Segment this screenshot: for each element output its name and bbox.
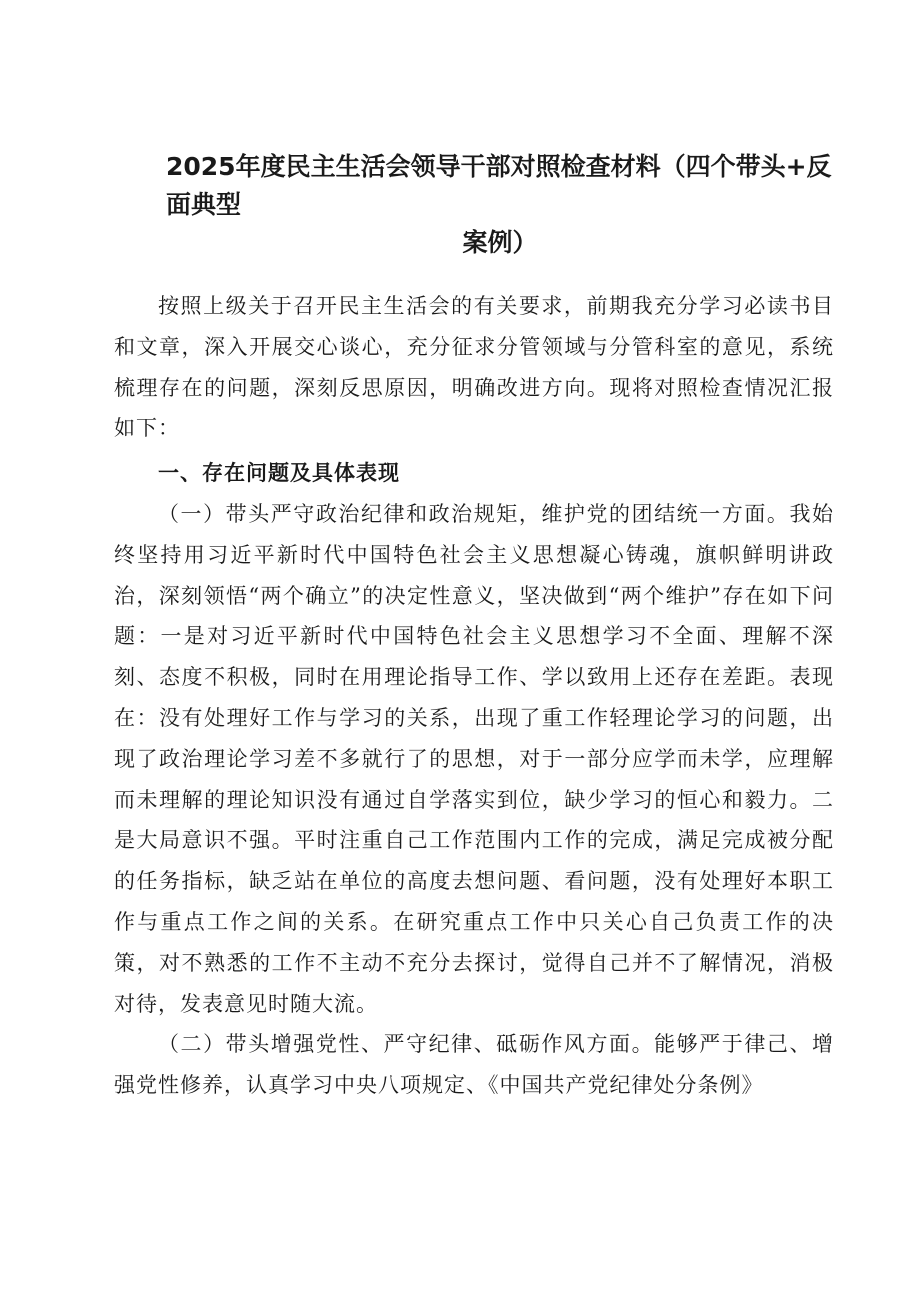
document-title — [120, 148, 840, 262]
subsection-2-paragraph: （二）带头增强党性、严守纪律、砥砺作风方面。能够严于律己、增强党性修养，认真学习中央八项规定、《中国共产党纪律处分条例》 — [114, 1032, 834, 1098]
title-line-1: 2025年度民主生活会领导干部对照检查材料（四个带头+反面典型 — [166, 152, 832, 219]
title-line-2: 案例） — [462, 228, 538, 257]
intro-paragraph: 按照上级关于召开民主生活会的有关要求，前期我充分学习必读书目和文章，深入开展交心谈心，充分征求分管领域与分管科室的意见，系统梳理存在的问题，深刻反思原因，明确改进方向。现将对照检查情况汇报如下： — [114, 294, 834, 441]
section-heading-1: 一、存在问题及具体表现 — [158, 461, 400, 486]
document-body — [114, 286, 834, 1106]
subsection-1-paragraph: （一）带头严守政治纪律和政治规矩，维护党的团结统一方面。我始终坚持用习近平新时代中国特色社会主义思想凝心铸魂，旗帜鲜明讲政治，深刻领悟“两个确立”的决定性意义，坚决做到“两个维护”存在如下问题：一是对习近平新时代中国特色社会主义思想学习不全面、理解不深刻、态度不积极，同时在用理论指导工作、学以致用上还存在差距。表现在：没有处理好工作与学习的关系，出现了重工作轻理论学习的问题，出现了政治理论学习差不多就行了的思想，对于一部分应学而未学，应理解而未理解的理论知识没有通过自学落实到位，缺少学习的恒心和毅力。二是大局意识不强。平时注重自己工作范围内工作的完成，满足完成被分配的任务指标，缺乏站在单位的高度去想问题、看问题，没有处理好本职工作与重点工作之间的关系。在研究重点工作中只关心自己负责工作的决策，对不熟悉的工作不主动不充分去探讨，觉得自己并不了解情况，消极对待，发表意见时随大流。 — [114, 501, 834, 1016]
